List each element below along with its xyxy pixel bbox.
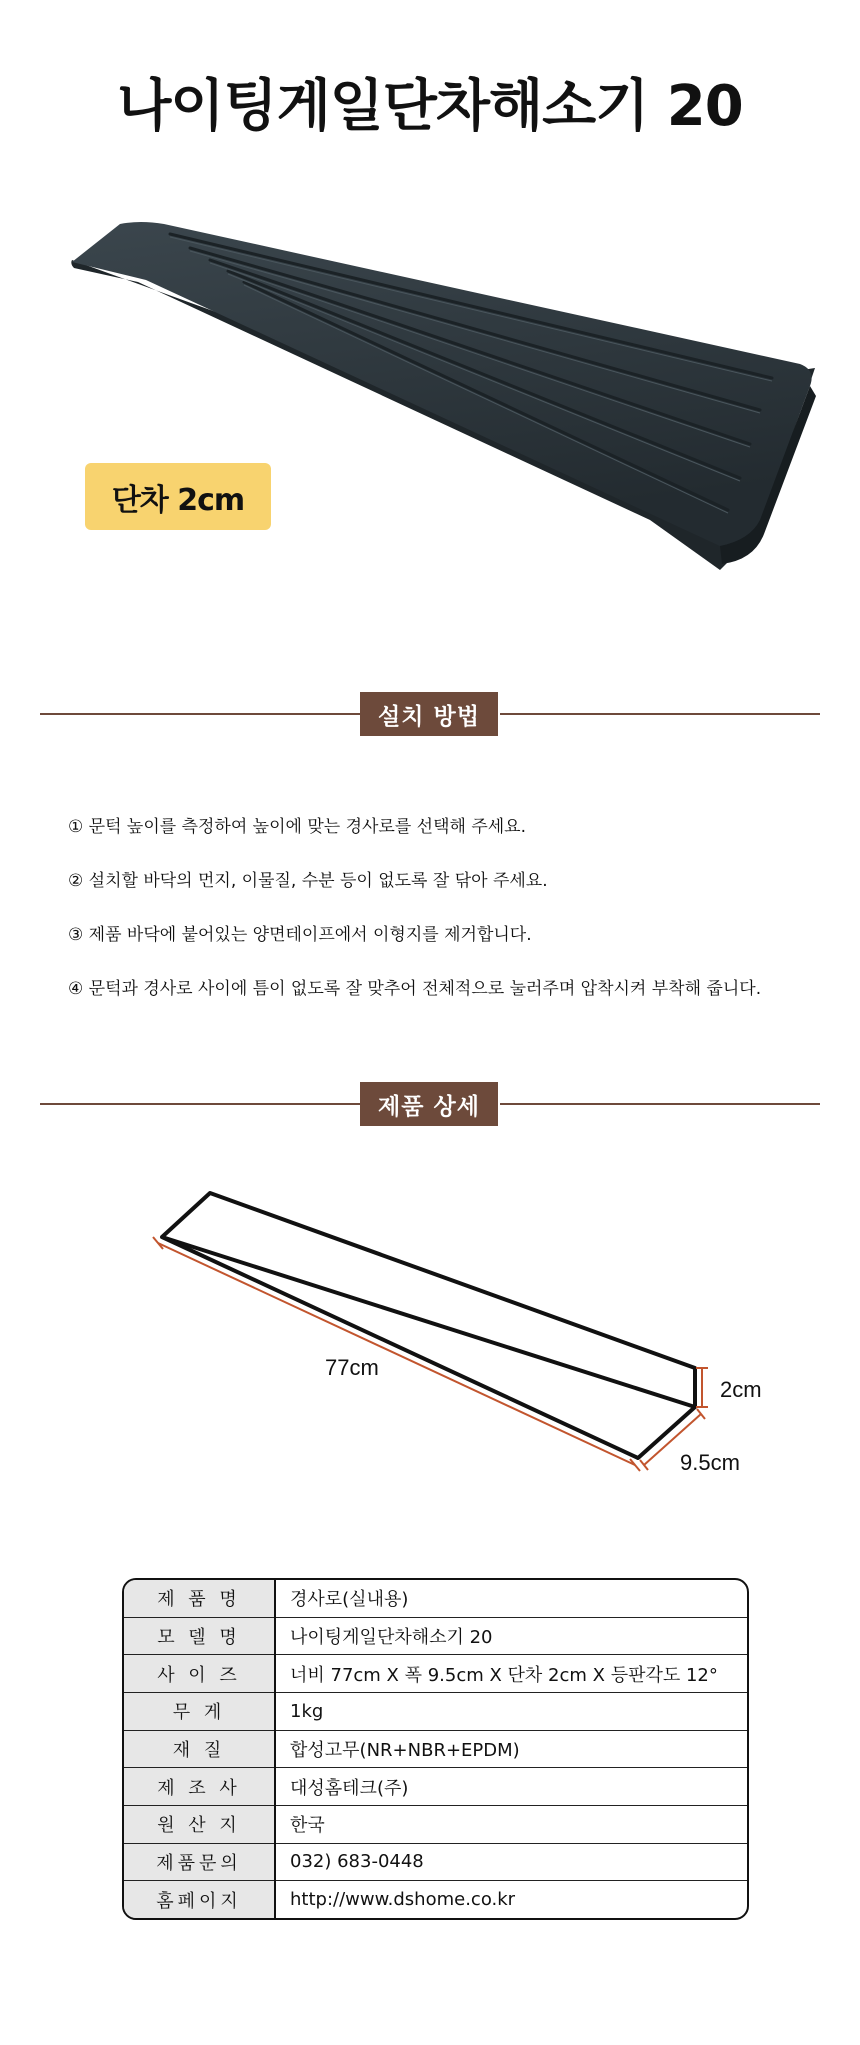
install-step-1: ① 문턱 높이를 측정하여 높이에 맞는 경사로를 선택해 주세요. <box>68 817 527 837</box>
spec-value: 1kg <box>275 1692 747 1730</box>
spec-key: 원 산 지 <box>124 1805 275 1843</box>
spec-row <box>124 1730 747 1768</box>
spec-value: 너비 77cm X 폭 9.5cm X 단차 2cm X 등판각도 12° <box>275 1655 747 1693</box>
spec-row <box>124 1655 747 1693</box>
section-divider-right <box>500 1103 820 1105</box>
install-step-4: ④ 문턱과 경사로 사이에 틈이 없도록 잘 맞추어 전체적으로 눌러주며 압착시켜 부착해 줍니다. <box>68 979 762 999</box>
section-heading-install: 설치 방법 <box>360 692 498 736</box>
section-divider-left <box>40 1103 360 1105</box>
spec-value: 대성홈테크(주) <box>275 1768 747 1806</box>
page-title: 나이팅게일단차해소기 20 <box>117 74 743 139</box>
section-divider-right <box>500 713 820 715</box>
spec-row <box>124 1768 747 1806</box>
spec-row <box>124 1617 747 1655</box>
spec-table <box>122 1578 749 1920</box>
spec-key: 무 게 <box>124 1692 275 1730</box>
width-label: 9.5cm <box>680 1450 740 1475</box>
install-step-2: ② 설치할 바닥의 먼지, 이물질, 수분 등이 없도록 잘 닦아 주세요. <box>68 871 548 891</box>
spec-row <box>124 1881 747 1918</box>
spec-value: 나이팅게일단차해소기 20 <box>275 1617 747 1655</box>
spec-value: 합성고무(NR+NBR+EPDM) <box>275 1730 747 1768</box>
spec-value: http://www.dshome.co.kr <box>290 1889 516 1911</box>
spec-value: 032) 683-0448 <box>275 1843 747 1881</box>
spec-key: 홈페이지 <box>124 1881 275 1918</box>
section-divider-left <box>40 713 360 715</box>
spec-row <box>124 1805 747 1843</box>
dimension-diagram <box>150 1185 780 1505</box>
length-label: 77cm <box>325 1355 379 1380</box>
height-badge: 단차 2cm <box>85 463 271 530</box>
install-step-3: ③ 제품 바닥에 붙어있는 양면테이프에서 이형지를 제거합니다. <box>68 925 532 945</box>
spec-key: 제 품 명 <box>124 1580 275 1617</box>
spec-row <box>124 1692 747 1730</box>
height-label: 2cm <box>720 1377 762 1402</box>
product-image <box>60 200 820 600</box>
spec-value: 한국 <box>275 1805 747 1843</box>
spec-value: 경사로(실내용) <box>275 1580 747 1617</box>
section-heading-detail: 제품 상세 <box>360 1082 498 1126</box>
spec-key: 재 질 <box>124 1730 275 1768</box>
spec-key: 모 델 명 <box>124 1617 275 1655</box>
spec-key: 제품문의 <box>124 1843 275 1881</box>
spec-key: 사 이 즈 <box>124 1655 275 1693</box>
spec-row <box>124 1843 747 1881</box>
spec-key: 제 조 사 <box>124 1768 275 1806</box>
spec-row <box>124 1580 747 1617</box>
